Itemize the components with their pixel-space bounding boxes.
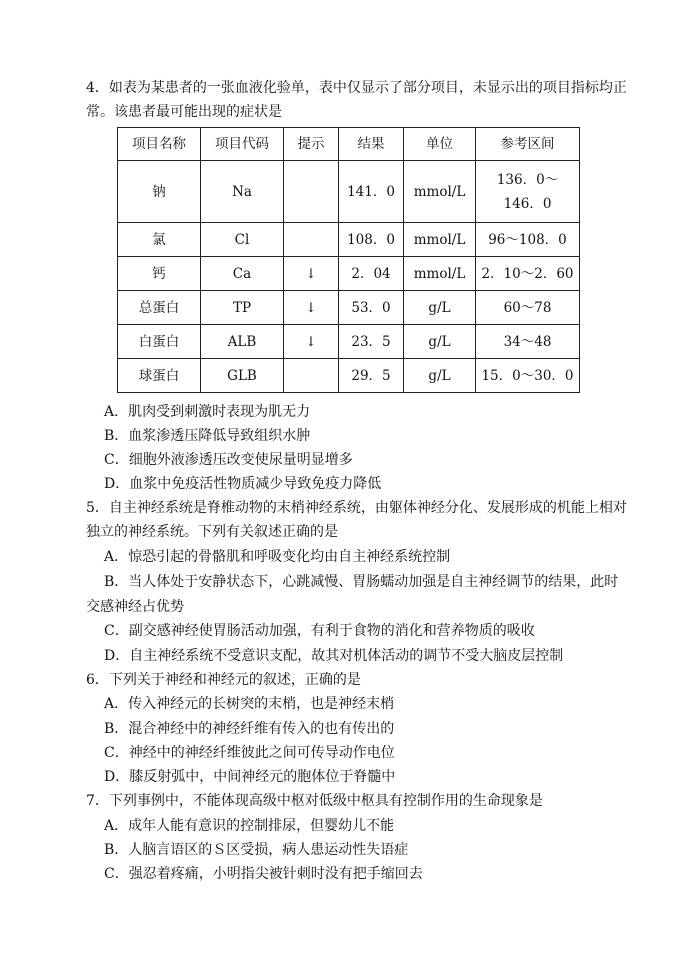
q7-option-b: B．人脑言语区的Ｓ区受损，病人患运动性失语症 — [104, 842, 409, 858]
cell-unit: g/L — [404, 291, 476, 325]
cell-unit: g/L — [404, 325, 476, 359]
cell-reference-line2: 146．0 — [503, 195, 552, 212]
q4-stem-line2: 常。该患者最可能出现的症状是 — [86, 104, 282, 120]
cell-reference: 96～108．0 — [476, 223, 580, 257]
table-header-row — [118, 128, 580, 161]
q7-option-a: A．成年人能有意识的控制排尿，但婴幼儿不能 — [104, 818, 395, 834]
cell-reference-line1: 136．0～ — [496, 171, 559, 188]
cell-hint: ↓ — [284, 291, 339, 325]
cell-hint: ↓ — [284, 325, 339, 359]
q5-option-b-line2: 交感神经占优势 — [86, 599, 184, 615]
table-row — [118, 359, 580, 393]
q5-option-a: A．惊恐引起的骨骼肌和呼吸变化均由自主神经系统控制 — [104, 549, 451, 565]
cell-code: ALB — [201, 325, 284, 359]
q6-option-c: C．神经中的神经纤维彼此之间可传导动作电位 — [104, 745, 395, 761]
table-row — [118, 257, 580, 291]
table-row — [118, 161, 580, 223]
q5-option-b-line1: B．当人体处于安静状态下，心跳减慢、胃肠蠕动加强是自主神经调节的结果，此时 — [104, 574, 619, 590]
cell-hint: ↓ — [284, 257, 339, 291]
q4-option-a: A．肌肉受到刺激时表现为肌无力 — [104, 404, 311, 420]
q4-option-b: B．血浆渗透压降低导致组织水肿 — [104, 428, 311, 444]
cell-code: GLB — [201, 359, 284, 393]
header-result: 结果 — [339, 128, 404, 161]
cell-hint — [284, 223, 339, 257]
cell-code: Na — [201, 161, 284, 223]
q7-option-c: C．强忍着疼痛，小明指尖被针刺时没有把手缩回去 — [104, 866, 423, 882]
q6-option-b: B．混合神经中的神经纤维有传入的也有传出的 — [104, 721, 395, 737]
header-name: 项目名称 — [118, 128, 201, 161]
q5-stem-line1: 5．自主神经系统是脊椎动物的末梢神经系统，由躯体神经分化、发展形成的机能上相对 — [86, 500, 627, 516]
header-reference: 参考区间 — [476, 128, 580, 161]
cell-name: 钠 — [118, 161, 201, 223]
q4-option-d: D．血浆中免疫活性物质减少导致免疫力降低 — [104, 476, 382, 492]
cell-name: 白蛋白 — [118, 325, 201, 359]
cell-reference: 15．0～30．0 — [476, 359, 580, 393]
cell-result: 2．04 — [339, 257, 404, 291]
header-hint: 提示 — [284, 128, 339, 161]
cell-result: 53．0 — [339, 291, 404, 325]
q6-option-a: A．传入神经元的长树突的末梢，也是神经末梢 — [104, 696, 395, 712]
table-row — [118, 223, 580, 257]
q4-stem-line1: 4．如表为某患者的一张血液化验单，表中仅显示了部分项目，未显示出的项目指标均正 — [86, 80, 627, 96]
cell-reference: 2．10～2．60 — [476, 257, 580, 291]
cell-reference: 34～48 — [476, 325, 580, 359]
table-row — [118, 325, 580, 359]
blood-test-table — [117, 127, 580, 393]
q5-stem-line2: 独立的神经系统。下列有关叙述正确的是 — [86, 524, 338, 540]
q5-option-c: C．副交感神经使胃肠活动加强，有利于食物的消化和营养物质的吸收 — [104, 623, 535, 639]
header-unit: 单位 — [404, 128, 476, 161]
cell-code: Ca — [201, 257, 284, 291]
cell-hint — [284, 359, 339, 393]
cell-code: TP — [201, 291, 284, 325]
cell-code: Cl — [201, 223, 284, 257]
cell-result: 108．0 — [339, 223, 404, 257]
cell-reference — [476, 161, 580, 223]
cell-hint — [284, 161, 339, 223]
cell-reference: 60～78 — [476, 291, 580, 325]
cell-result: 29．5 — [339, 359, 404, 393]
cell-result: 141．0 — [339, 161, 404, 223]
q6-option-d: D．膝反射弧中，中间神经元的胞体位于脊髓中 — [104, 769, 396, 785]
cell-unit: mmol/L — [404, 223, 476, 257]
cell-unit: mmol/L — [404, 161, 476, 223]
q4-option-c: C．细胞外液渗透压改变使尿量明显增多 — [104, 452, 353, 468]
cell-name: 氯 — [118, 223, 201, 257]
cell-unit: mmol/L — [404, 257, 476, 291]
cell-name: 球蛋白 — [118, 359, 201, 393]
header-code: 项目代码 — [201, 128, 284, 161]
table-row — [118, 291, 580, 325]
cell-name: 钙 — [118, 257, 201, 291]
cell-result: 23．5 — [339, 325, 404, 359]
cell-unit: g/L — [404, 359, 476, 393]
q6-stem: 6．下列关于神经和神经元的叙述，正确的是 — [86, 672, 361, 688]
q7-stem: 7．下列事例中，不能体现高级中枢对低级中枢具有控制作用的生命现象是 — [86, 793, 543, 809]
q5-option-d: D．自主神经系统不受意识支配，故其对机体活动的调节不受大脑皮层控制 — [104, 648, 564, 664]
cell-name: 总蛋白 — [118, 291, 201, 325]
